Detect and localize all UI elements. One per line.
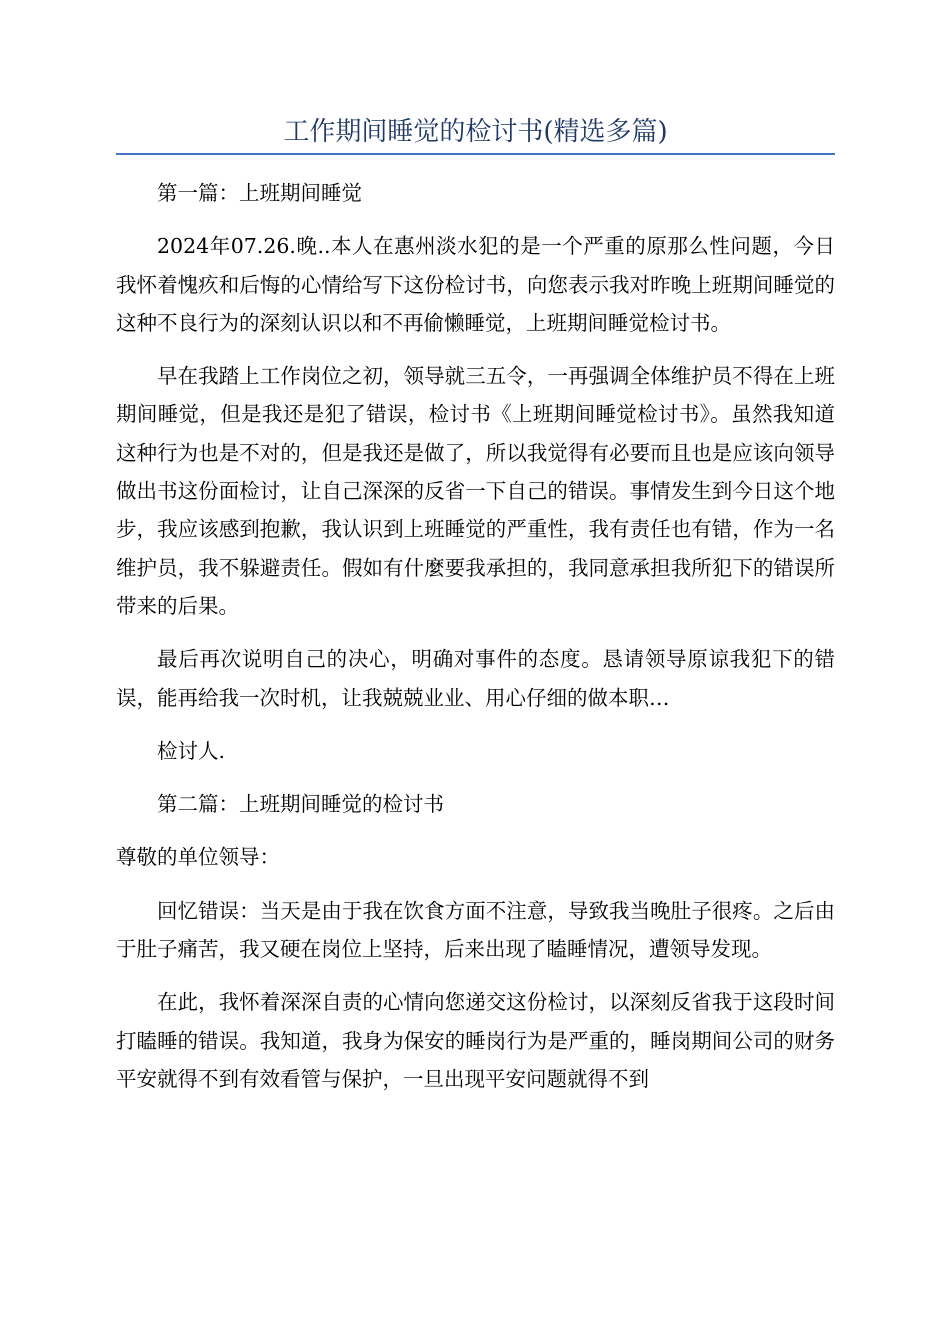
body-paragraph: 最后再次说明自己的决心，明确对事件的态度。恳请领导原谅我犯下的错误，能再给我一次时机，让我兢兢业业、用心仔细的做本职… — [116, 647, 835, 710]
document-title: 工作期间睡觉的检讨书(精选多篇) — [283, 117, 668, 147]
body-paragraph: 2024年07.26.晚..本人在惠州淡水犯的是一个严重的原那么性问题，今日我怀着愧疚和后悔的心情给写下这份检讨书，向您表示我对昨晚上班期间睡觉的这种不良行为的深刻认识以和不再偷懒睡觉，上班期间睡觉检讨书。 — [116, 234, 835, 335]
signature-line: 检讨人. — [157, 738, 226, 763]
document-body — [116, 174, 835, 1113]
section-heading-1: 第一篇：上班期间睡觉 — [157, 181, 362, 205]
body-paragraph: 在此，我怀着深深自责的心情向您递交这份检讨，以深刻反省我于这段时间打瞌睡的错误。我知道，我身为保安的睡岗行为是严重的，睡岗期间公司的财务平安就得不到有效看管与保护，一旦出现平安问题就得不到 — [116, 990, 835, 1091]
salutation: 尊敬的单位领导： — [116, 845, 280, 870]
section-heading-2: 第二篇：上班期间睡觉的检讨书 — [157, 792, 444, 817]
body-paragraph: 回忆错误：当天是由于我在饮食方面不注意，导致我当晚肚子很疼。之后由于肚子痛苦，我又硬在岗位上坚持，后来出现了瞌睡情况，遭领导发现。 — [116, 898, 835, 962]
title-underline — [116, 153, 835, 155]
body-paragraph: 早在我踏上工作岗位之初，领导就三五令，一再强调全体维护员不得在上班期间睡觉，但是我还是犯了错误，检讨书《上班期间睡觉检讨书》。虽然我知道这种行为也是不对的，但是我还是做了，所以我觉得有必要而且也是应该向领导做出书这份面检讨，让自己深深的反省一下自己的错误。事情发生到今日这个地步，我应该感到抱歉，我认识到上班睡觉的严重性，我有责任也有错，作为一名维护员，我不躲避责任。假如有什麼要我承担的，我同意承担我所犯下的错误所带来的后果。 — [116, 364, 835, 618]
